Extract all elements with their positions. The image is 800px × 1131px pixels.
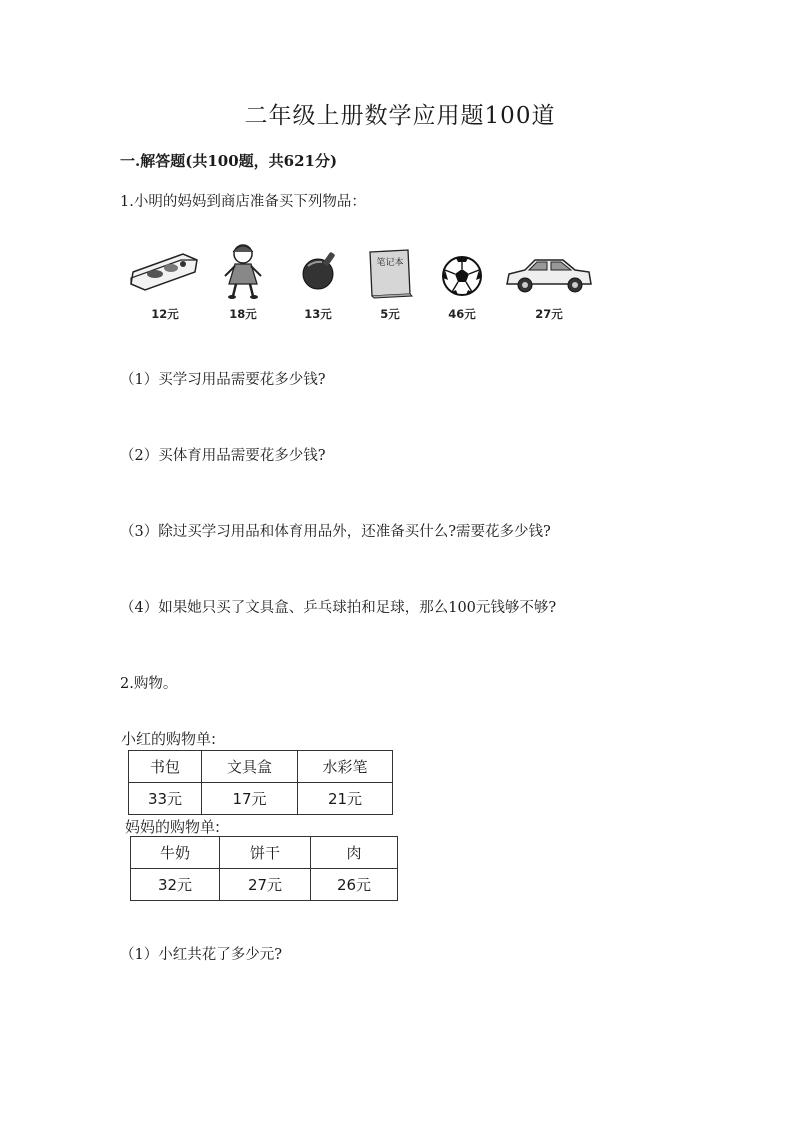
pencil-case-icon [125, 240, 205, 306]
table-cell: 17元 [202, 783, 298, 815]
table-header-cell: 牛奶 [131, 837, 220, 869]
xiaohong-list-label: 小红的购物单: [121, 730, 217, 748]
problem-1-question-3: （3）除过买学习用品和体育用品外，还准备买什么?需要花多少钱? [120, 524, 551, 540]
soccer-ball-icon [422, 240, 502, 306]
mama-list-label: 妈妈的购物单: [125, 818, 221, 836]
toy-car-icon [503, 240, 595, 306]
problem-1-question-4: （4）如果她只买了文具盒、乒乓球拍和足球，那么100元钱够不够? [120, 600, 557, 616]
page-title: 二年级上册数学应用题100道 [244, 103, 556, 129]
item-price: 18元 [229, 307, 257, 321]
problem-1-question-2: （2）买体育用品需要花多少钱? [120, 448, 326, 464]
item-price: 12元 [151, 307, 179, 321]
table-cell: 33元 [129, 783, 202, 815]
table-cell: 21元 [298, 783, 393, 815]
item-toy-car [503, 240, 595, 330]
xiaohong-shopping-table [128, 750, 393, 815]
table-row [131, 837, 398, 869]
item-notebook [350, 240, 430, 330]
table-header-cell: 肉 [311, 837, 398, 869]
item-pencil-case [125, 240, 205, 330]
problem-1-question-1: （1）买学习用品需要花多少钱? [120, 372, 326, 388]
item-ping-pong-paddle [278, 240, 358, 330]
table-row [131, 869, 398, 901]
table-cell: 32元 [131, 869, 220, 901]
table-header-cell: 文具盒 [202, 751, 298, 783]
ping-pong-paddle-icon [278, 240, 358, 306]
table-row [129, 783, 393, 815]
table-header-cell: 书包 [129, 751, 202, 783]
doll-icon [203, 240, 283, 306]
notebook-cover-text: 笔记本 [376, 258, 404, 268]
table-header-cell: 饼干 [220, 837, 311, 869]
item-price: 27元 [535, 307, 563, 321]
section-heading: 一.解答题(共100题，共621分) [120, 152, 338, 170]
item-doll [203, 240, 283, 330]
table-header-cell: 水彩笔 [298, 751, 393, 783]
problem-2-stem: 2.购物。 [120, 676, 178, 692]
notebook-icon [350, 240, 430, 306]
problem-2-question-1: （1）小红共花了多少元? [120, 947, 282, 963]
problem-1-stem: 1.小明的妈妈到商店准备买下列物品： [120, 194, 366, 210]
item-price: 5元 [380, 307, 400, 321]
table-cell: 26元 [311, 869, 398, 901]
table-row [129, 751, 393, 783]
mama-shopping-table [130, 836, 398, 901]
item-price: 13元 [304, 307, 332, 321]
item-soccer-ball [422, 240, 502, 330]
table-cell: 27元 [220, 869, 311, 901]
item-price: 46元 [448, 307, 476, 321]
item-illustrations [125, 240, 595, 330]
